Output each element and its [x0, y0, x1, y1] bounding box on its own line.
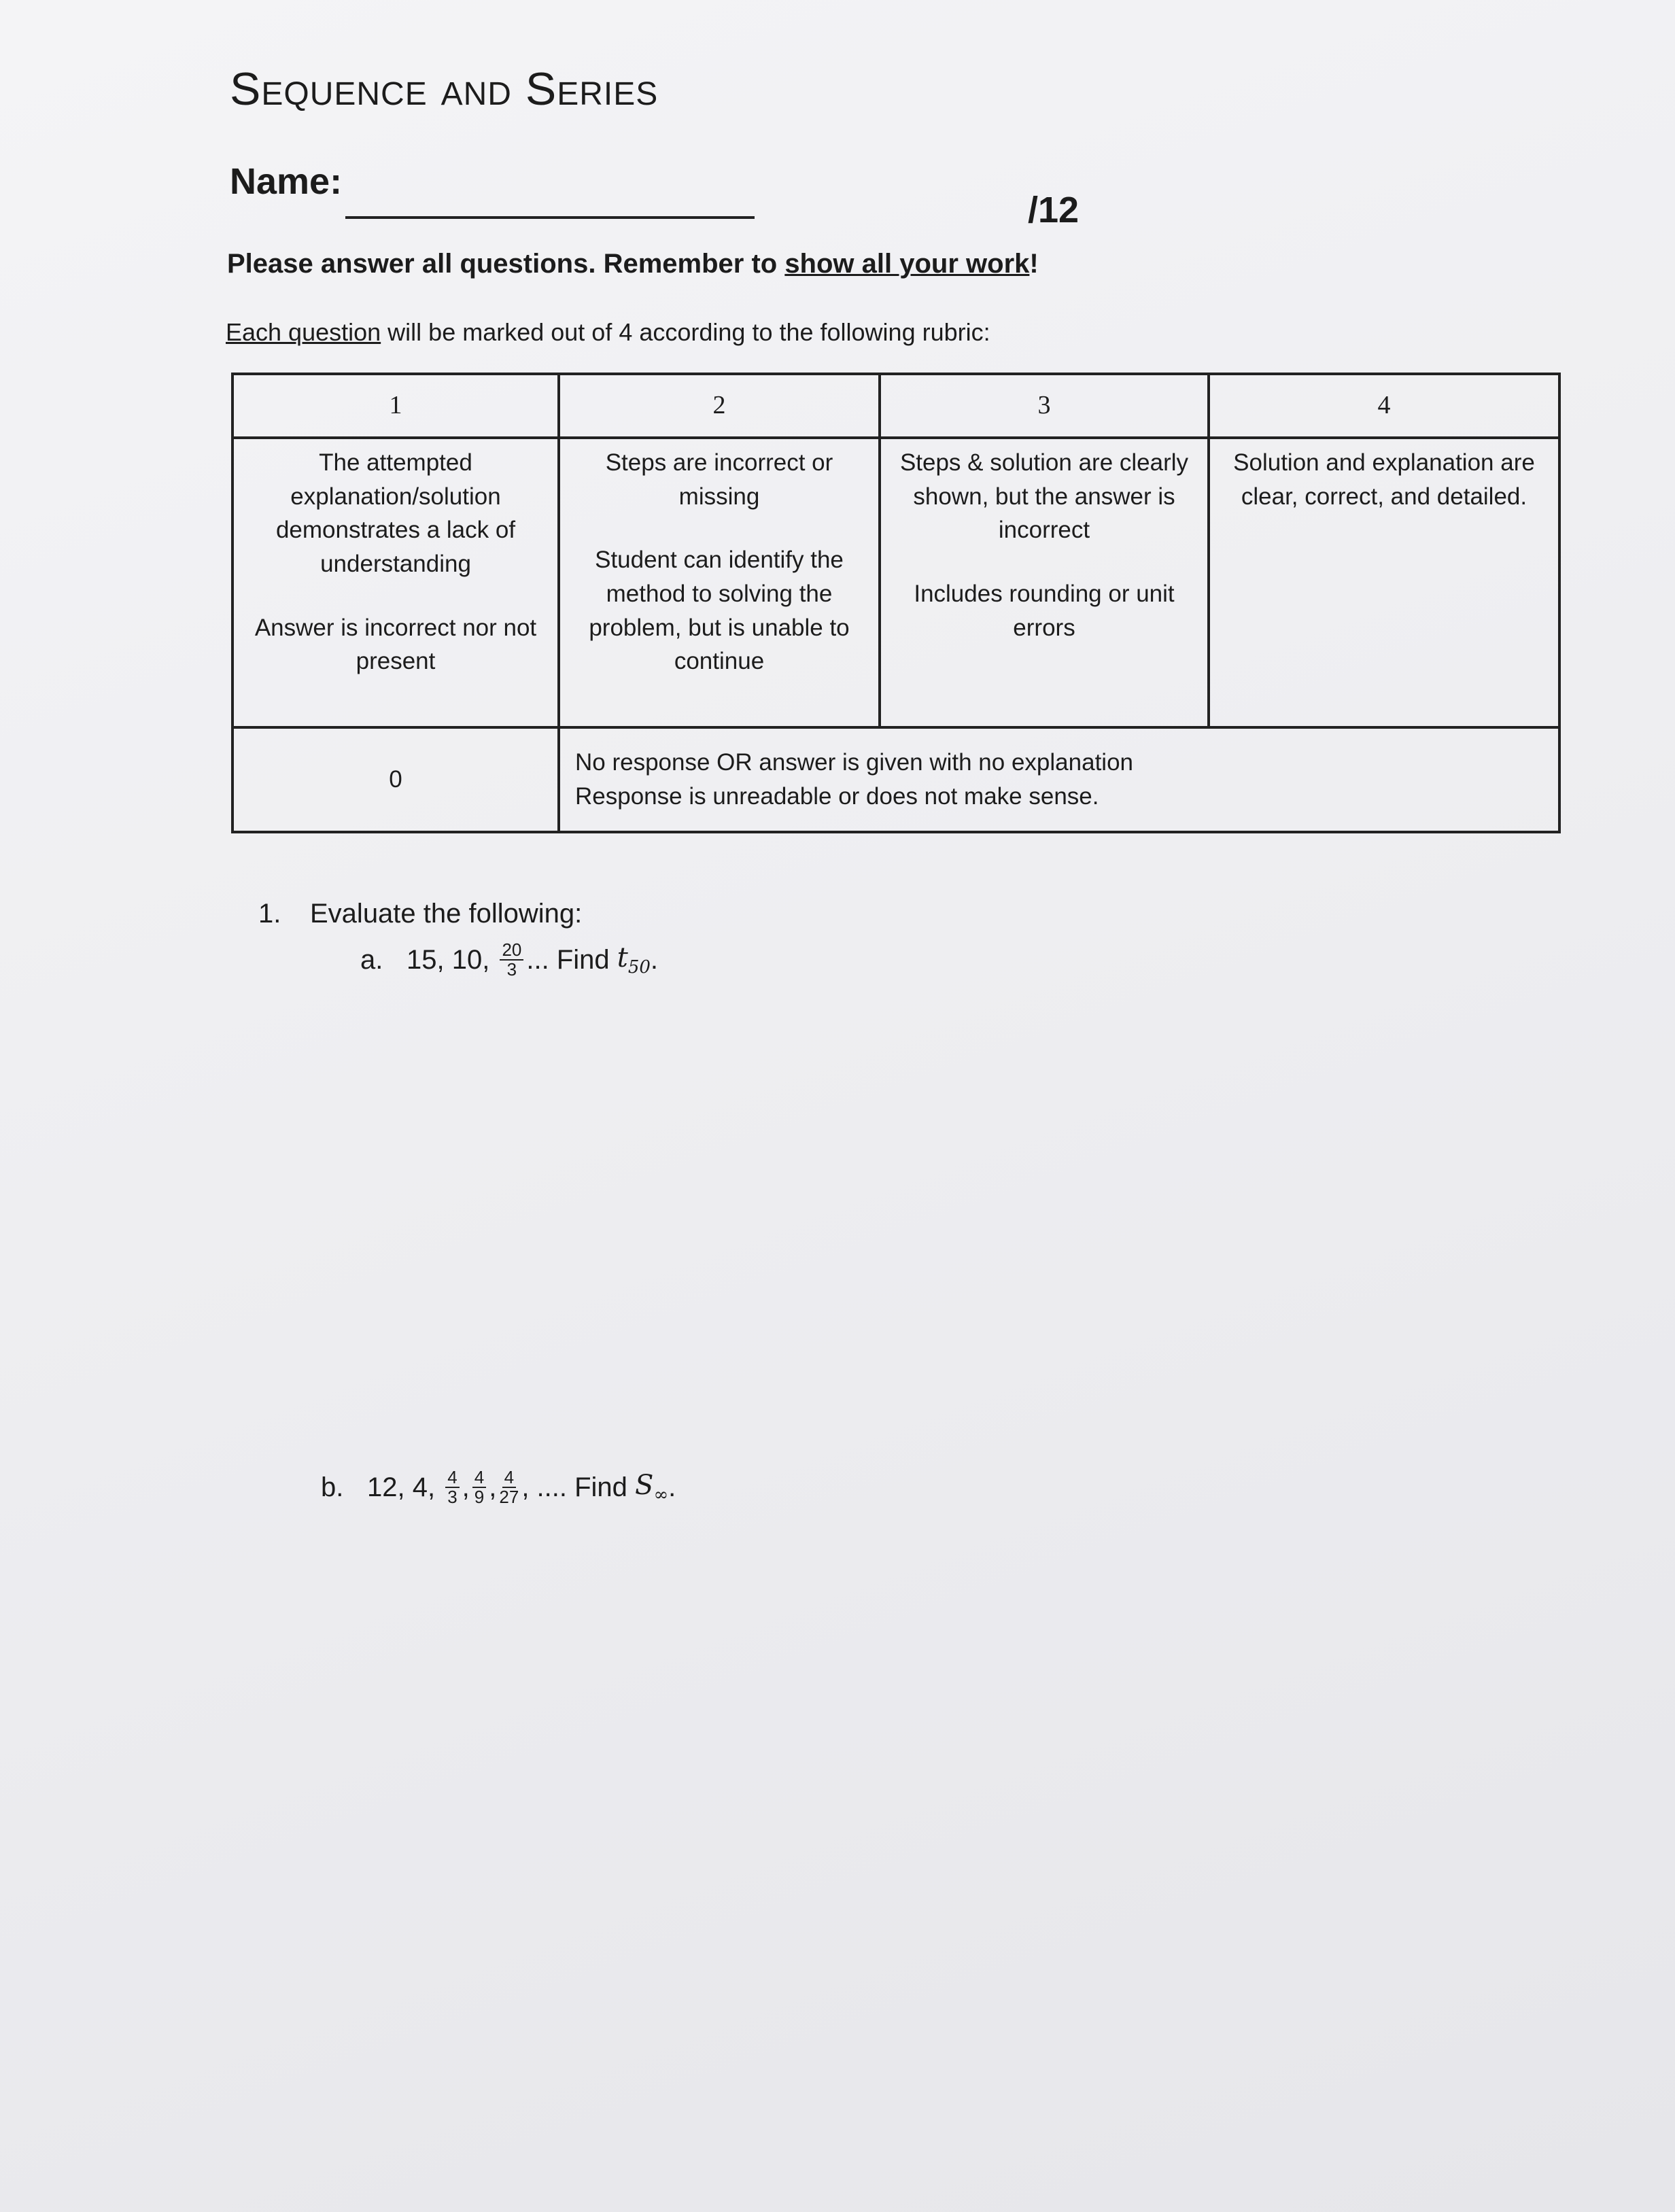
rubric-level-2: 2: [559, 374, 880, 438]
question-1a: [360, 941, 658, 980]
rubric-level-4: 4: [1209, 374, 1559, 438]
fraction-numerator: 20: [500, 941, 523, 961]
question-1a-sequence-end: ... Find: [526, 944, 617, 975]
question-1b-fraction-3: [499, 1468, 519, 1507]
rubric-zero-row: [232, 727, 1559, 832]
target-variable: t: [617, 942, 628, 974]
fraction-denominator: 3: [506, 959, 517, 980]
name-field[interactable]: [345, 216, 755, 219]
question-1-number: 1.: [258, 899, 281, 929]
fraction-denominator: 3: [447, 1487, 457, 1508]
question-1a-target: [617, 942, 651, 978]
rubric-level-1: 1: [232, 374, 559, 438]
question-1b-target: [635, 1470, 668, 1505]
rubric-criteria-2: [559, 438, 880, 727]
rubric-level-3: 3: [880, 374, 1209, 438]
fraction-numerator: 4: [502, 1468, 516, 1488]
question-1b-end: .: [668, 1472, 676, 1502]
target-subscript: ∞: [653, 1485, 669, 1506]
rubric-1-text-b: Answer is incorrect nor not present: [254, 614, 537, 675]
rubric-1-text-a: The attempted explanation/solution demonstrates a lack of understanding: [275, 449, 516, 578]
rubric-intro-emphasis: Each question: [226, 318, 381, 346]
instructions: [227, 249, 1039, 279]
rubric-criteria-4: [1209, 438, 1559, 727]
question-1a-sequence-start: 15, 10,: [407, 944, 498, 975]
page-title: Sequence and Series: [230, 63, 659, 115]
fraction-denominator: 27: [499, 1487, 519, 1508]
rubric-criteria-row: [232, 438, 1559, 727]
question-1: [258, 899, 582, 929]
rubric-intro: [226, 318, 990, 347]
target-subscript: 50: [627, 957, 651, 978]
rubric-3-text-a: Steps & solution are clearly shown, but the answer is incorrect: [899, 449, 1189, 544]
instructions-suffix: !: [1029, 249, 1039, 279]
question-1b-fraction-1: [445, 1468, 459, 1507]
instructions-emphasis: show all your work: [784, 249, 1030, 279]
rubric-criteria-1: [232, 438, 559, 727]
score-total: /12: [1028, 190, 1080, 230]
question-1a-label: a.: [360, 944, 383, 975]
rubric-3-text-b: Includes rounding or unit errors: [914, 581, 1175, 641]
question-1a-fraction: [500, 941, 523, 980]
rubric-2-text-a: Steps are incorrect or missing: [605, 449, 833, 510]
question-1b-fraction-2: [472, 1468, 486, 1507]
fraction-denominator: 9: [474, 1487, 485, 1508]
name-label: Name:: [230, 161, 343, 202]
fraction-numerator: 4: [445, 1468, 459, 1488]
question-1b-sequence-end: , .... Find: [521, 1472, 636, 1502]
question-1b-label: b.: [321, 1472, 344, 1502]
question-1-prompt: Evaluate the following:: [310, 899, 583, 929]
target-variable: S: [635, 1470, 654, 1502]
rubric-level-0: 0: [232, 727, 559, 832]
rubric-zero-criteria: [559, 727, 1559, 832]
rubric-4-text-a: Solution and explanation are clear, correct, and detailed.: [1233, 449, 1535, 510]
rubric-0-text-b: Response is unreadable or does not make sense.: [575, 783, 1099, 810]
rubric-0-text-a: No response OR answer is given with no explanation: [575, 749, 1133, 776]
question-1b: b. 12, 4, $\frac{4}{3}$ , $\frac{4}{9}$ , $\frac{4}{27}$ , .... Find $S_\infty$ .: [321, 1467, 676, 1508]
question-1a-end: .: [650, 944, 659, 975]
question-1b-sequence-start: 12, 4,: [367, 1472, 443, 1502]
fraction-numerator: 4: [472, 1468, 486, 1488]
rubric-2-text-b: Student can identify the method to solving the problem, but is unable to continue: [589, 547, 850, 675]
rubric-table: [231, 373, 1561, 833]
rubric-criteria-3: [880, 438, 1209, 727]
instructions-prefix: Please answer all questions. Remember to: [227, 249, 785, 279]
rubric-header-row: [232, 374, 1559, 438]
rubric-intro-text: will be marked out of 4 according to the following rubric:: [381, 318, 990, 346]
